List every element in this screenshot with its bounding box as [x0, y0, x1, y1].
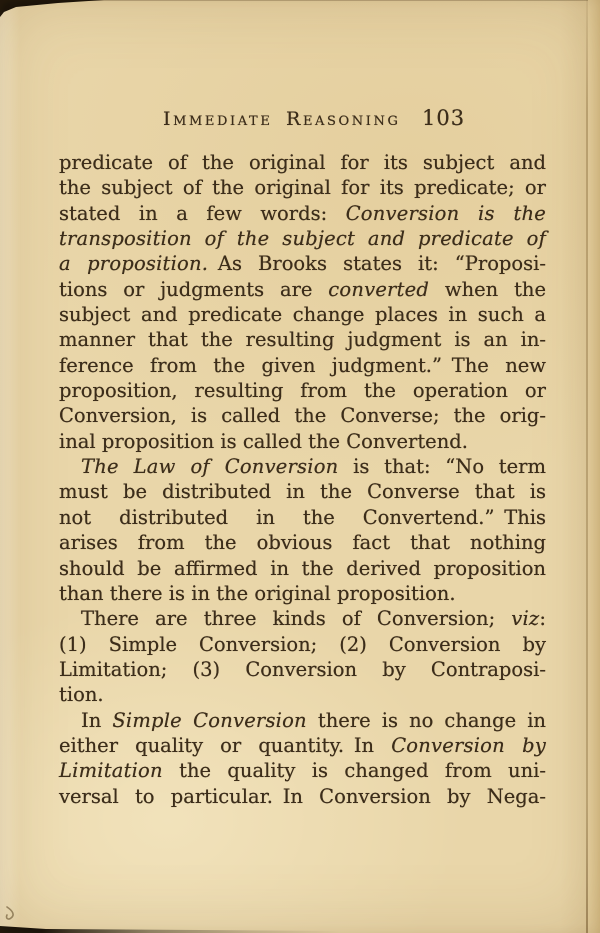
text-line: a proposition. As Brooks states it: “Proposi- — [59, 252, 546, 276]
text-line: either quality or quantity. In Conversion by — [59, 733, 547, 757]
text-line: inal proposition is called the Convertend. — [59, 429, 468, 453]
text-line: proposition, resulting from the operation or — [59, 379, 546, 403]
text-line: In Simple Conversion there is no change in — [81, 708, 546, 732]
text-line: Limitation the quality is changed from uni- — [59, 759, 546, 783]
scan-edge-top-black — [0, 0, 110, 18]
text-line: Limitation; (3) Conversion by Contraposi- — [59, 657, 546, 681]
text-line: should be affirmed in the derived proposition — [59, 556, 546, 580]
scan-edge-bottom-black — [0, 926, 340, 933]
page-number: 103 — [422, 106, 466, 130]
running-title: Immediate Reasoning — [163, 108, 401, 130]
page-edge-fold — [560, 0, 586, 933]
text-line: tions or judgments are converted when the — [59, 277, 546, 301]
text-line: not distributed in the Convertend.” This — [59, 505, 546, 529]
text-line: manner that the resulting judgment is an in- — [59, 328, 546, 352]
text-line: must be distributed in the Converse that is — [59, 480, 546, 504]
text-line: (1) Simple Conversion; (2) Conversion by — [59, 632, 546, 656]
text-line: tion. — [59, 683, 104, 707]
text-line: ference from the given judgment.” The new — [59, 353, 546, 377]
text-line: the subject of the original for its predicate; or — [59, 176, 546, 200]
text-line: There are three kinds of Conversion; viz: — [81, 607, 546, 631]
pencil-mark — [4, 905, 20, 925]
text-line: arises from the obvious fact that nothing — [59, 531, 546, 555]
text-line: than there is in the original proposition. — [59, 581, 456, 605]
page-edge-strip — [588, 0, 600, 933]
text-line: subject and predicate change places in such a — [59, 303, 546, 327]
page-body-text — [59, 150, 546, 809]
text-line: stated in a few words: Conversion is the — [59, 201, 546, 225]
text-line: versal to particular. In Conversion by Nega- — [59, 784, 546, 808]
text-line: transposition of the subject and predicate of — [59, 227, 546, 251]
text-line: The Law of Conversion is that: “No term — [81, 455, 546, 479]
text-line: predicate of the original for its subject and — [59, 151, 546, 174]
text-line: Conversion, is called the Converse; the orig- — [59, 404, 546, 428]
